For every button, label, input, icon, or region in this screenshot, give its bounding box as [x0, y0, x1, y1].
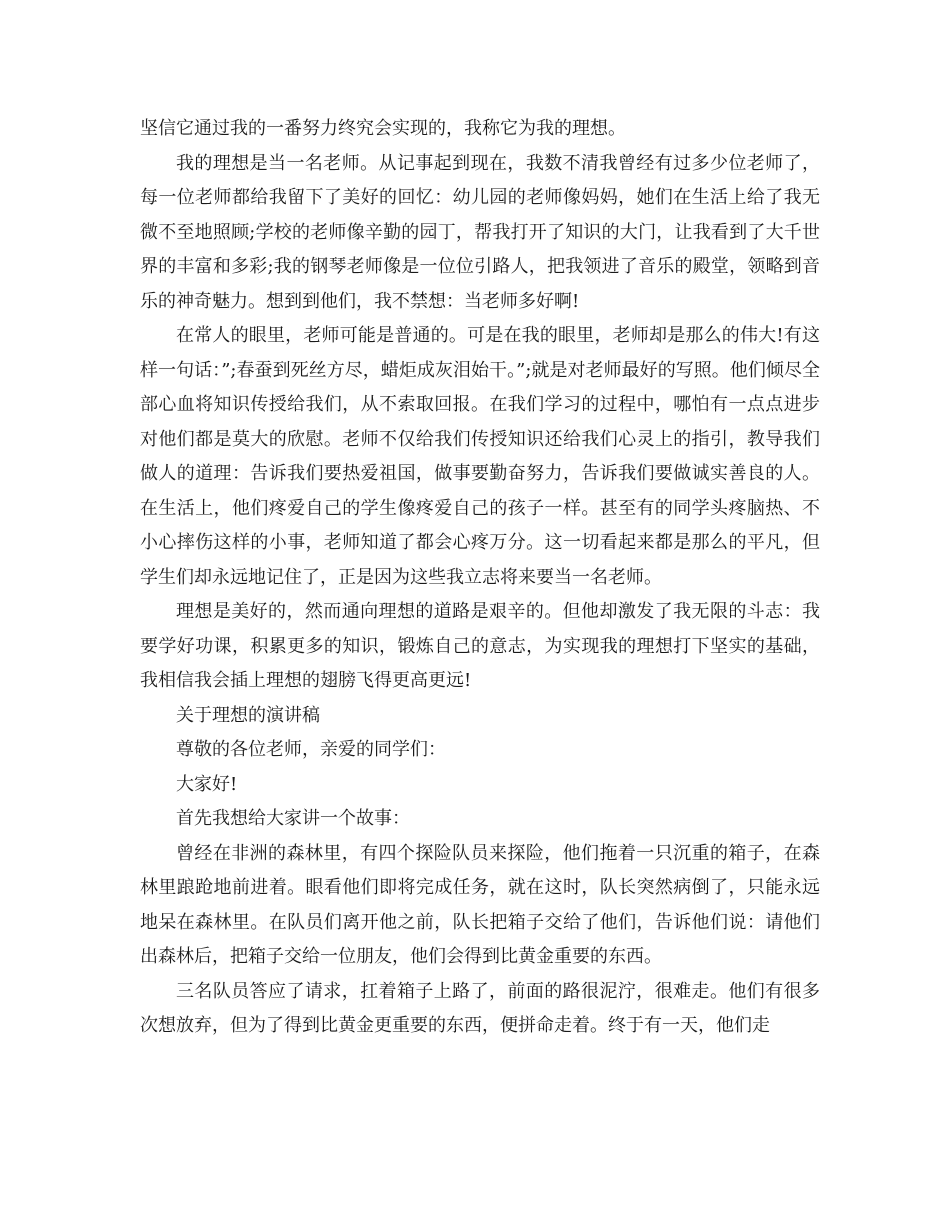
paragraph-ideal-path: 理想是美好的，然而通向理想的道路是艰辛的。但他却激发了我无限的斗志：我要学好功课，积累更多的知识，锻炼自己的意志，为实现我的理想打下坚实的基础，我相信我会插上理想的翅膀飞得更高更远!	[140, 601, 820, 691]
paragraph-teacher-greatness: 在常人的眼里，老师可能是普通的。可是在我的眼里，老师却是那么的伟大!有这样一句话：”;春蚕到死丝方尽，蜡炬成灰泪始干。”;就是对老师最好的写照。他们倾尽全部心血将知识传授给我们，从不索取回报。在我们学习的过程中，哪怕有一点点进步对他们都是莫大的欣慰。老师不仅给我们传授知识还给我们心灵上的指引，教导我们做人的道理：告诉我们要热爱祖国，做事要勤奋努力，告诉我们要做诚实善良的人。在生活上，他们疼爱自己的学生像疼爱自己的孩子一样。甚至有的同学头疼脑热、不小心摔伤这样的小事，老师知道了都会心疼万分。这一切看起来都是那么的平凡，但学生们却永远地记住了，正是因为这些我立志将来要当一名老师。	[140, 325, 820, 588]
paragraph-story-forest: 曾经在非洲的森林里，有四个探险队员来探险，他们拖着一只沉重的箱子，在森林里踉跄地前进着。眼看他们即将完成任务，就在这时，队长突然病倒了，只能永远地呆在森林里。在队员们离开他之前，队长把箱子交给了他们，告诉他们说：请他们出森林后，把箱子交给一位朋友，他们会得到比黄金重要的东西。	[140, 842, 820, 967]
speech-title: 关于理想的演讲稿	[176, 704, 320, 726]
paragraph-continuation: 坚信它通过我的一番努力终究会实现的，我称它为我的理想。	[140, 118, 626, 139]
speech-story-intro: 首先我想给大家讲一个故事：	[176, 808, 410, 829]
speech-salutation: 尊敬的各位老师，亲爱的同学们：	[176, 739, 446, 760]
paragraph-story-journey: 三名队员答应了请求，扛着箱子上路了，前面的路很泥泞，很难走。他们有很多次想放弃，但为了得到比黄金更重要的东西，便拼命走着。终于有一天，他们走	[140, 980, 820, 1036]
document-page	[140, 112, 820, 1044]
paragraph-ideal-teacher: 我的理想是当一名老师。从记事起到现在，我数不清我曾经有过多少位老师了，每一位老师都给我留下了美好的回忆：幼儿园的老师像妈妈，她们在生活上给了我无微不至地照顾;学校的老师像辛勤的园丁，帮我打开了知识的大门，让我看到了大千世界的丰富和多彩;我的钢琴老师像是一位位引路人，把我领进了音乐的殿堂，领略到音乐的神奇魅力。想到到他们，我不禁想：当老师多好啊!	[140, 152, 820, 312]
speech-greeting: 大家好!	[176, 773, 238, 795]
